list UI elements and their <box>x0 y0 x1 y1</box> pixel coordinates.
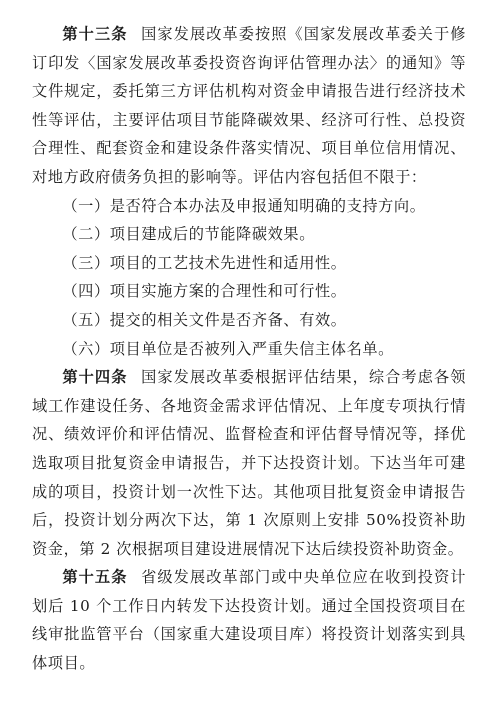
article-14-heading: 第十四条 <box>62 368 128 387</box>
article-13-item-1: （一）是否符合本办法及申报通知明确的支持方向。 <box>62 196 426 215</box>
article-13-item-2: （二）项目建成后的节能降碳效果。 <box>62 225 315 244</box>
article-13-heading: 第十三条 <box>62 25 128 43</box>
article-13-paragraph <box>32 20 466 192</box>
article-14-paragraph <box>32 363 466 563</box>
article-13-body: 国家发展改革委按照《国家发展改革委关于修订印发〈国家发展改革委投资咨询评估管理办法〉的通知》等文件规定，委托第三方评估机构对资金申请报告进行经济技术性等评估，主要评估项目节能降碳效果、经济可行性、总投资合理性、配套资金和建设条件落实情况、项目单位信用情况、对地方政府债务负担的影响等。评估内容包括但不限于： <box>32 25 467 186</box>
article-13-item-4: （四）项目实施方案的合理性和可行性。 <box>62 282 347 301</box>
article-15-heading: 第十五条 <box>62 568 128 587</box>
article-13-item-6: （六）项目单位是否被列入严重失信主体名单。 <box>62 339 394 358</box>
article-15-paragraph <box>32 563 466 677</box>
article-13-item-3: （三）项目的工艺技术先进性和适用性。 <box>62 253 347 272</box>
article-15-body: 省级发展改革部门或中央单位应在收到投资计划后 10 个工作日内转发下达投资计划。通过全国投资项目在线审批监管平台（国家重大建设项目库）将投资计划落实到具体项目。 <box>32 568 467 673</box>
article-14-body: 国家发展改革委根据评估结果，综合考虑各领域工作建设任务、各地资金需求评估情况、上年度专项执行情况、绩效评价和评估情况、监督检查和评估督导情况等，择优选取项目批复资金申请报告，并下达投资计划。下达当年可建成的项目，投资计划一次性下达。其他项目批复资金申请报告后，投资计划分两次下达，第 1 次原则上安排 50%投资补助资金，第 2 次根据项目建设进展情况下达后续投资补助资金。 <box>32 368 467 558</box>
article-13-item-5: （五）提交的相关文件是否齐备、有效。 <box>62 310 347 329</box>
